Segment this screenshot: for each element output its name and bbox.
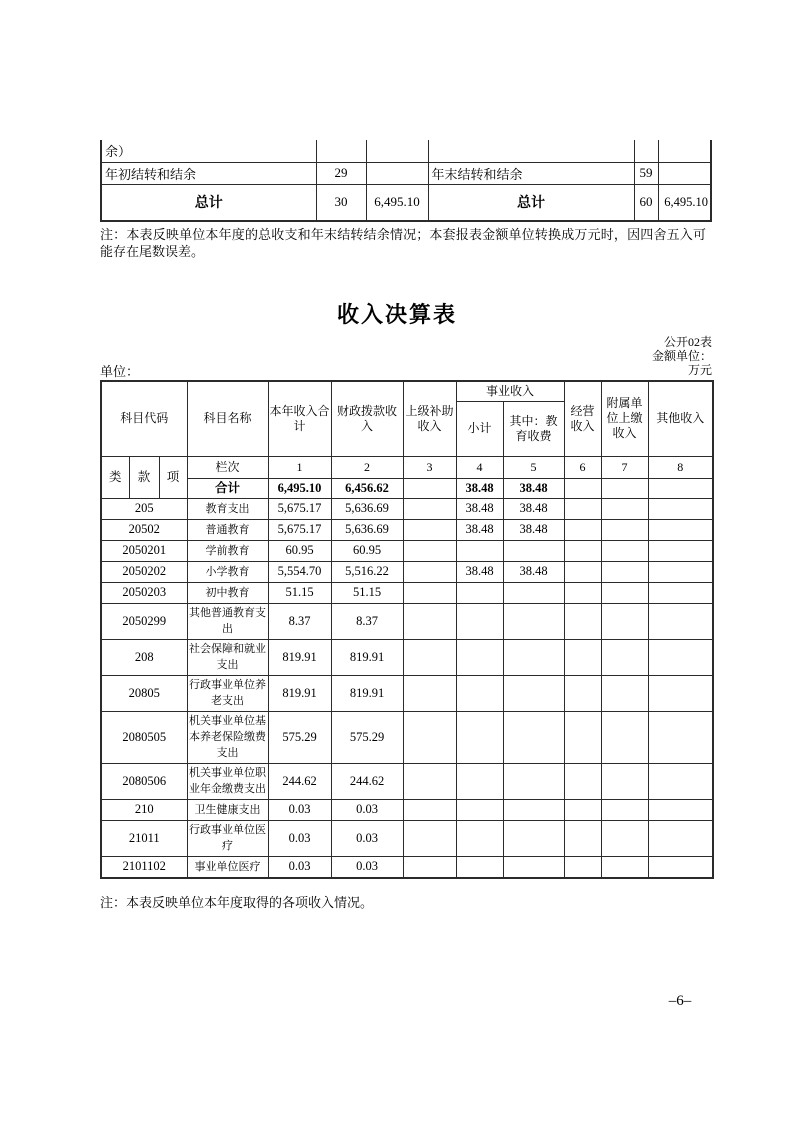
cell-col-7 [601, 561, 648, 582]
cell-col-7 [601, 519, 648, 540]
cell-code: 2050202 [101, 561, 187, 582]
table-row [101, 856, 713, 878]
header-row-column-numbers [101, 456, 713, 478]
cell-col-3 [403, 540, 456, 561]
cell-col-6 [564, 763, 601, 799]
carryover-label-fragment: 余） [101, 140, 316, 162]
label-cell [428, 140, 634, 162]
cell-col-5 [503, 675, 564, 711]
table-row [101, 820, 713, 856]
cell-col-7 [601, 498, 648, 519]
grand-total-amount: 6,495.10 [658, 184, 711, 221]
total-label: 合计 [187, 478, 268, 498]
header-section: 款 [129, 456, 159, 498]
cell-col-7 [601, 820, 648, 856]
cell-col-4 [456, 675, 503, 711]
cell-col-3 [403, 711, 456, 763]
cell-col-7 [601, 675, 648, 711]
header-subject-code: 科目代码 [101, 381, 187, 456]
grand-total-label: 总计 [101, 184, 316, 221]
income-table [100, 380, 714, 879]
cell-col-6 [564, 799, 601, 820]
cell-col-5 [503, 639, 564, 675]
cell-code: 2050201 [101, 540, 187, 561]
cell-name: 教育支出 [187, 498, 268, 519]
cell-col-4: 38.48 [456, 561, 503, 582]
header-business-income: 事业收入 [456, 381, 564, 401]
cell-col-3 [403, 498, 456, 519]
cell-col-4 [456, 582, 503, 603]
cell-col-5 [503, 540, 564, 561]
cell-col-6 [564, 519, 601, 540]
cell-code: 210 [101, 799, 187, 820]
cell-name: 学前教育 [187, 540, 268, 561]
cell-col-4 [456, 763, 503, 799]
cell-name: 行政事业单位养老支出 [187, 675, 268, 711]
cell-name: 机关事业单位职业年金缴费支出 [187, 763, 268, 799]
total-row [101, 478, 713, 498]
cell-col-8 [648, 820, 713, 856]
end-year-carryover-label: 年末结转和结余 [428, 162, 634, 184]
cell-col-2: 575.29 [331, 711, 403, 763]
cell-name: 事业单位医疗 [187, 856, 268, 878]
cell-col-1: 819.91 [268, 675, 331, 711]
cell-col-8 [648, 561, 713, 582]
cell-col-3 [403, 582, 456, 603]
cell-col-4 [456, 856, 503, 878]
cell-name: 行政事业单位医疗 [187, 820, 268, 856]
total-value: 6,495.10 [268, 478, 331, 498]
cell-col-3 [403, 799, 456, 820]
cell-col-3 [403, 639, 456, 675]
column-number: 5 [503, 456, 564, 478]
cell-col-1: 575.29 [268, 711, 331, 763]
total-value: 6,456.62 [331, 478, 403, 498]
column-number: 2 [331, 456, 403, 478]
cell-code: 205 [101, 498, 187, 519]
cell-col-8 [648, 582, 713, 603]
cell-col-6 [564, 561, 601, 582]
cell-col-1: 0.03 [268, 799, 331, 820]
cell-col-5 [503, 763, 564, 799]
cell-col-1: 244.62 [268, 763, 331, 799]
table-row [101, 639, 713, 675]
table-row [101, 540, 713, 561]
total-value [648, 478, 713, 498]
table-row [101, 519, 713, 540]
page-number: –6– [668, 993, 692, 1009]
income-table-body [101, 498, 713, 878]
table-row [101, 603, 713, 639]
cell-col-4: 38.48 [456, 498, 503, 519]
column-index-label: 栏次 [187, 456, 268, 478]
cell-col-6 [564, 711, 601, 763]
cell-col-5 [503, 711, 564, 763]
header-education-fees: 其中：教育收费 [503, 401, 564, 456]
cell-col-3 [403, 603, 456, 639]
cell-code: 21011 [101, 820, 187, 856]
cell-col-6 [564, 582, 601, 603]
cell-code: 20502 [101, 519, 187, 540]
cell-col-5 [503, 799, 564, 820]
cell-col-2: 0.03 [331, 820, 403, 856]
cell-col-7 [601, 711, 648, 763]
column-number: 4 [456, 456, 503, 478]
org-label: 单位： [100, 364, 140, 379]
cell-col-2: 5,516.22 [331, 561, 403, 582]
table-row [101, 711, 713, 763]
cell-col-4 [456, 540, 503, 561]
cell-code: 2101102 [101, 856, 187, 878]
cell-col-7 [601, 582, 648, 603]
cell-col-2: 51.15 [331, 582, 403, 603]
cell-col-5 [503, 603, 564, 639]
cell-code: 208 [101, 639, 187, 675]
unit-value: 万元 [687, 362, 712, 377]
header-class: 类 [101, 456, 129, 498]
cell-col-4 [456, 820, 503, 856]
total-value [403, 478, 456, 498]
cell-code: 2080506 [101, 763, 187, 799]
line-code [634, 140, 658, 162]
cell-col-6 [564, 675, 601, 711]
cell-col-5: 38.48 [503, 519, 564, 540]
header-total-income: 本年收入合计 [268, 381, 331, 456]
cell-col-8 [648, 540, 713, 561]
total-value [601, 478, 648, 498]
cell-col-7 [601, 540, 648, 561]
cell-name: 社会保障和就业支出 [187, 639, 268, 675]
cell-col-8 [648, 498, 713, 519]
table-row [101, 582, 713, 603]
cell-col-3 [403, 519, 456, 540]
cell-name: 小学教育 [187, 561, 268, 582]
begin-year-carryover-label: 年初结转和结余 [101, 162, 316, 184]
header-superior-subsidy: 上级补助收入 [403, 381, 456, 456]
cell-col-8 [648, 603, 713, 639]
header-subject-name: 科目名称 [187, 381, 268, 456]
cell-col-8 [648, 763, 713, 799]
table-row [101, 140, 711, 162]
cell-col-4: 38.48 [456, 519, 503, 540]
line-code: 60 [634, 184, 658, 221]
cell-col-1: 0.03 [268, 820, 331, 856]
cell-col-3 [403, 561, 456, 582]
cell-col-3 [403, 820, 456, 856]
cell-name: 其他普通教育支出 [187, 603, 268, 639]
cell-col-1: 8.37 [268, 603, 331, 639]
unit-prefix-label: 金额单位： [651, 348, 712, 363]
cell-code: 2050203 [101, 582, 187, 603]
cell-col-7 [601, 856, 648, 878]
cell-col-2: 60.95 [331, 540, 403, 561]
header-affiliated-remit: 附属单位上缴收入 [601, 381, 648, 456]
header-operating-income: 经营收入 [564, 381, 601, 456]
cell-code: 20805 [101, 675, 187, 711]
cell-col-7 [601, 763, 648, 799]
cell-col-3 [403, 856, 456, 878]
cell-col-2: 819.91 [331, 639, 403, 675]
cell-col-4 [456, 799, 503, 820]
cell-col-1: 819.91 [268, 639, 331, 675]
cell-name: 初中教育 [187, 582, 268, 603]
cell-col-6 [564, 540, 601, 561]
column-number: 3 [403, 456, 456, 478]
cell-col-1: 5,554.70 [268, 561, 331, 582]
table-row [101, 799, 713, 820]
total-value [564, 478, 601, 498]
total-value: 38.48 [503, 478, 564, 498]
cell-col-5 [503, 856, 564, 878]
line-code [316, 140, 366, 162]
cell-col-6 [564, 820, 601, 856]
cell-col-7 [601, 799, 648, 820]
cell-col-1: 0.03 [268, 856, 331, 878]
column-number: 6 [564, 456, 601, 478]
table-row [101, 763, 713, 799]
grand-total-label: 总计 [428, 184, 634, 221]
cell-col-5 [503, 820, 564, 856]
cell-col-1: 5,675.17 [268, 519, 331, 540]
cell-col-2: 819.91 [331, 675, 403, 711]
cell-col-6 [564, 856, 601, 878]
cell-col-2: 0.03 [331, 799, 403, 820]
cell-code: 2050299 [101, 603, 187, 639]
cell-col-7 [601, 603, 648, 639]
total-value: 38.48 [456, 478, 503, 498]
cell-col-2: 8.37 [331, 603, 403, 639]
cell-col-3 [403, 763, 456, 799]
amount-cell [658, 140, 711, 162]
table-row [101, 675, 713, 711]
cell-col-8 [648, 799, 713, 820]
cell-col-4 [456, 639, 503, 675]
header-fiscal-appropriation: 财政拨款收入 [331, 381, 403, 456]
cell-col-6 [564, 498, 601, 519]
header-other-income: 其他收入 [648, 381, 713, 456]
header-item: 项 [159, 456, 187, 498]
cell-col-2: 5,636.69 [331, 519, 403, 540]
line-code: 30 [316, 184, 366, 221]
cell-col-1: 60.95 [268, 540, 331, 561]
cell-col-4 [456, 711, 503, 763]
cell-name: 普通教育 [187, 519, 268, 540]
header-row-main [101, 381, 713, 401]
column-number: 8 [648, 456, 713, 478]
balance-table-note: 注：本表反映单位本年度的总收支和年末结转结余情况；本套报表金额单位转换成万元时，因四舍五入可能存在尾数误差。 [100, 227, 706, 259]
cell-col-5: 38.48 [503, 498, 564, 519]
cell-col-3 [403, 675, 456, 711]
cell-col-8 [648, 675, 713, 711]
cell-col-5: 38.48 [503, 561, 564, 582]
cell-col-8 [648, 639, 713, 675]
cell-col-8 [648, 519, 713, 540]
form-number: 公开02表 [663, 335, 712, 349]
table-meta [652, 336, 712, 377]
cell-col-5 [503, 582, 564, 603]
page-title: 收入决算表 [336, 302, 457, 327]
cell-col-7 [601, 639, 648, 675]
cell-col-4 [456, 603, 503, 639]
cell-col-2: 244.62 [331, 763, 403, 799]
grand-total-amount: 6,495.10 [366, 184, 428, 221]
amount-cell [366, 162, 428, 184]
income-table-note: 注：本表反映单位本年度取得的各项收入情况。 [100, 895, 374, 910]
cell-col-6 [564, 603, 601, 639]
column-number: 7 [601, 456, 648, 478]
table-row [101, 162, 711, 184]
table-row [101, 498, 713, 519]
table-row [101, 184, 711, 221]
cell-col-8 [648, 711, 713, 763]
cell-col-1: 5,675.17 [268, 498, 331, 519]
cell-name: 卫生健康支出 [187, 799, 268, 820]
amount-cell [366, 140, 428, 162]
cell-col-6 [564, 639, 601, 675]
cell-col-2: 5,636.69 [331, 498, 403, 519]
cell-col-2: 0.03 [331, 856, 403, 878]
column-number: 1 [268, 456, 331, 478]
cell-col-8 [648, 856, 713, 878]
table-row [101, 561, 713, 582]
amount-cell [658, 162, 711, 184]
line-code: 29 [316, 162, 366, 184]
cell-name: 机关事业单位基本养老保险缴费支出 [187, 711, 268, 763]
cell-col-1: 51.15 [268, 582, 331, 603]
line-code: 59 [634, 162, 658, 184]
header-business-subtotal: 小计 [456, 401, 503, 456]
cell-code: 2080505 [101, 711, 187, 763]
carryover-table [100, 140, 712, 222]
